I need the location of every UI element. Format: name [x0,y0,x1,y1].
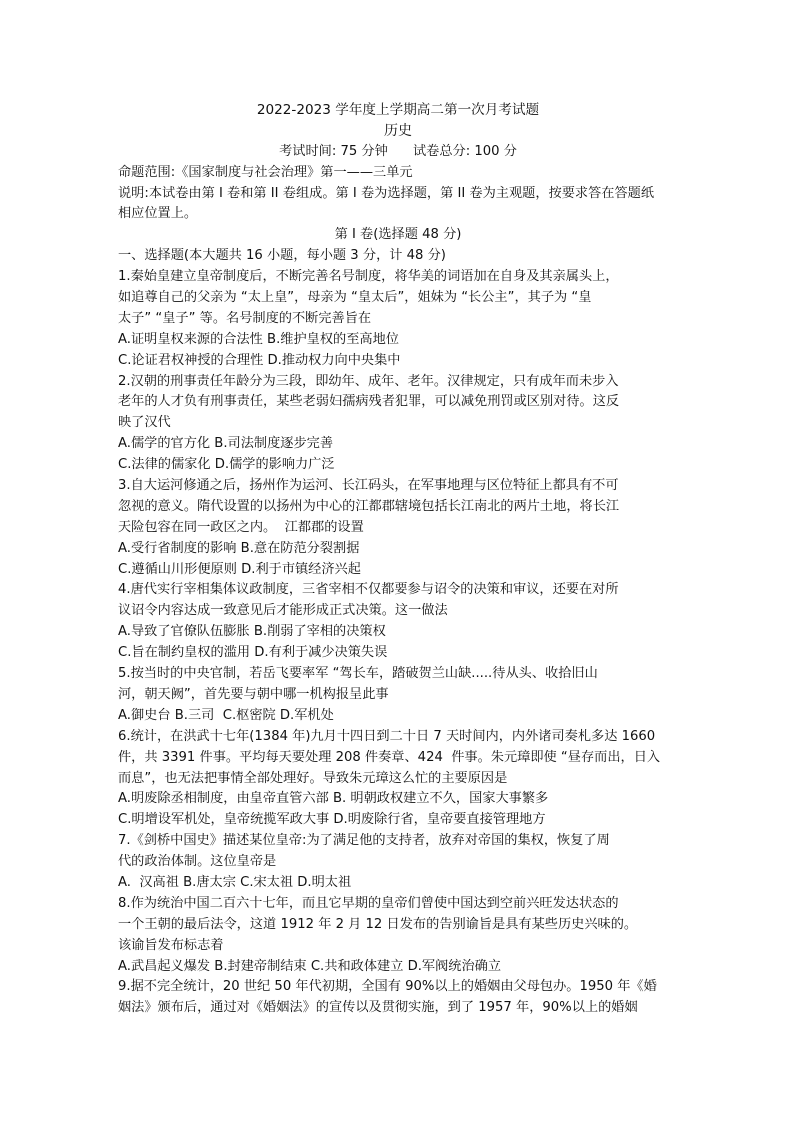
question-stem-line: 姻法》颁布后，通过对《婚姻法》的宣传以及贯彻实施，到了 1957 年，90%以上的婚姻 [118,1000,638,1016]
question-options-line: A. 汉高祖 B.唐太宗 C.宋太祖 D.明太祖 [118,874,352,890]
section-heading: 第 I 卷(选择题 48 分) [334,227,462,243]
question-stem-line: 天险包容在同一政区之内。 江都郡的设置 [118,519,364,535]
question-options-line: A.明废除丞相制度，由皇帝直管六部 B. 明朝政权建立不久，国家大事繁多 [118,791,549,807]
exam-title: 2022-2023 学年度上学期高二第一次月考试题 [256,102,540,118]
question-1 [118,267,678,371]
question-list [118,267,678,1019]
question-3 [118,476,678,580]
question-stem-line: 而息”，也无法把事情全部处理好。导致朱元璋这么忙的主要原因是 [118,770,508,786]
question-5 [118,664,678,727]
question-stem-line: 8.作为统治中国二百六十七年，而且它早期的皇帝们曾使中国达到空前兴旺发达状态的 [118,895,619,911]
question-stem-line: 代的政治体制。这位皇帝是 [118,854,277,870]
question-6 [118,727,678,831]
question-stem-line: 该谕旨发布标志着 [118,937,224,953]
question-stem-line: 一个王朝的最后法令，这道 1912 年 2 月 12 日发布的告别谕旨是具有某些历史兴味的。 [118,916,638,932]
part-title: 一、选择题(本大题共 16 小题，每小题 3 分，计 48 分) [118,248,446,264]
instruction-line: 相应位置上。 [118,206,198,222]
question-stem-line: 7.《剑桥中国史》描述某位皇帝:为了满足他的支持者，放弃对帝国的集权，恢复了周 [118,833,610,849]
question-stem-line: 太子” “皇子” 等。名号制度的不断完善旨在 [118,310,372,326]
question-options-line: C.遵循山川形便原则 D.利于市镇经济兴起 [118,561,361,577]
instruction-line: 说明:本试卷由第 I 卷和第 II 卷组成。第 I 卷为选择题，第 II 卷为主观题，按要求答在答题纸 [118,185,655,201]
question-7 [118,831,678,894]
question-options-line: C.旨在制约皇权的滥用 D.有利于减少决策失误 [118,645,388,661]
question-stem-line: 如追尊自己的父亲为 “太上皇”，母亲为 “皇太后”，姐妹为 “长公主”，其子为 “皇 [118,290,592,306]
question-options-line: A.御史台 B.三司 C.枢密院 D.军机处 [118,707,334,723]
exam-content [118,100,678,1019]
exam-scope: 命题范围:《国家制度与社会治理》第一——三单元 [118,164,413,180]
question-9 [118,977,678,1019]
question-options-line: C.法律的儒家化 D.儒学的影响力广泛 [118,457,335,473]
question-options-line: C.论证君权神授的合理性 D.推动权力向中央集中 [118,352,401,368]
question-options-line: A.证明皇权来源的合法性 B.维护皇权的至高地位 [118,331,399,347]
time-and-score: 考试时间: 75 分钟 试卷总分: 100 分 [279,143,517,159]
question-options-line: A.导致了官僚队伍膨胀 B.削弱了宰相的决策权 [118,624,386,640]
question-options-line: A.武昌起义爆发 B.封建帝制结束 C.共和政体建立 D.军阀统治确立 [118,958,502,974]
question-2 [118,372,678,476]
question-stem-line: 忽视的意义。隋代设置的以扬州为中心的江都郡辖境包括长江南北的两片土地，将长江 [118,498,620,514]
question-stem-line: 1.秦始皇建立皇帝制度后，不断完善名号制度，将华美的词语加在自身及其亲属头上， [118,269,619,285]
question-stem-line: 5.按当时的中央官制，若岳飞要率军 “驾长车，踏破贺兰山缺.....待从头、收拾旧山 [118,666,598,682]
question-stem-line: 老年的人才负有刑事责任，某些老弱妇孺病残者犯罪，可以减免刑罚或区别对待。这反 [118,394,620,410]
question-stem-line: 3.自大运河修通之后，扬州作为运河、长江码头，在军事地理与区位特征上都具有不可 [118,478,619,494]
question-stem-line: 议诏令内容达成一致意见后才能形成正式决策。这一做法 [118,603,448,619]
question-stem-line: 6.统计，在洪武十七年(1384 年)九月十四日到二十日 7 天时间内，内外诸司奏札多达 1660 [118,728,656,744]
question-options-line: A.受行省制度的影响 B.意在防范分裂割据 [118,540,360,556]
question-stem-line: 9.据不完全统计，20 世纪 50 年代初期，全国有 90%以上的婚姻由父母包办。1950 年《婚 [118,979,657,995]
question-options-line: C.明增设军机处，皇帝统揽军政大事 D.明废除行省，皇帝要直接管理地方 [118,812,546,828]
question-stem-line: 映了汉代 [118,415,171,431]
question-stem-line: 4.唐代实行宰相集体议政制度，三省宰相不仅都要参与诏令的决策和审议，还要在对所 [118,582,619,598]
subject-name: 历史 [384,122,412,139]
question-4 [118,580,678,664]
question-8 [118,894,678,978]
question-options-line: A.儒学的官方化 B.司法制度逐步完善 [118,436,334,452]
question-stem-line: 2.汉朝的刑事责任年龄分为三段，即幼年、成年、老年。汉律规定，只有成年而未步入 [118,373,619,389]
question-stem-line: 件，共 3391 件事。平均每天要处理 208 件奏章、424 件事。朱元璋即使 “昼存而出，日入 [118,749,661,765]
question-stem-line: 河，朝天阙”，首先要与朝中哪一机构报呈此事 [118,686,389,702]
